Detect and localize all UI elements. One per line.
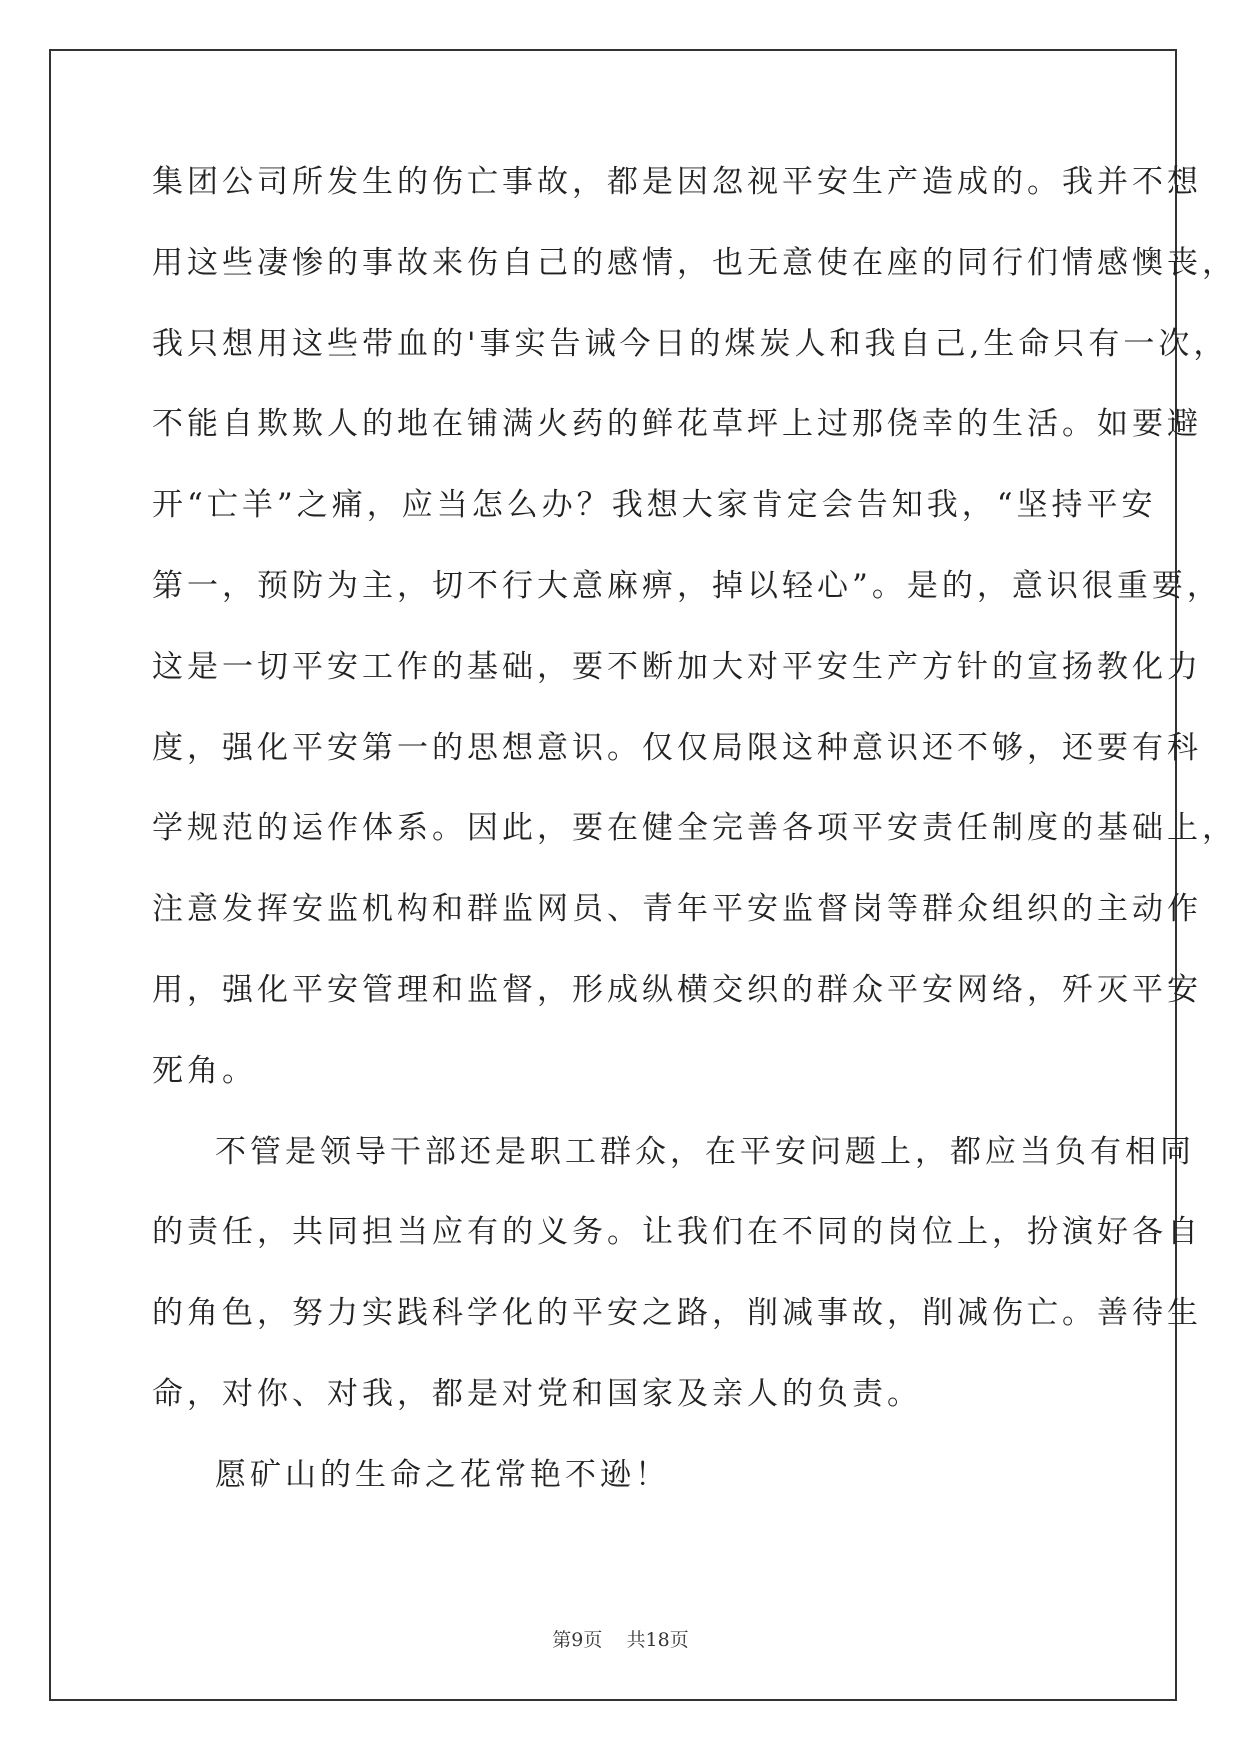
text-line: 学规范的运作体系。因此，要在健全完善各项平安责任制度的基础上，	[152, 810, 1237, 847]
text-line: 死角。	[152, 1052, 257, 1089]
total-suffix: 页	[669, 1629, 689, 1651]
text-line: 命，对你、对我，都是对党和国家及亲人的负责。	[152, 1375, 922, 1412]
text-line: 集团公司所发生的伤亡事故，都是因忽视平安生产造成的。我并不想	[152, 164, 1202, 200]
paragraph-first-line: 愿矿山的生命之花常艳不逊！	[215, 1456, 670, 1493]
total-pages: 18	[645, 1629, 670, 1651]
page-suffix: 页	[583, 1629, 603, 1651]
paragraph-first-line: 不管是领导干部还是职工群众，在平安问题上，都应当负有相同	[215, 1133, 1195, 1170]
text-line: 第一，预防为主，切不行大意麻痹，掉以轻心”。是的，意识很重要，	[152, 567, 1222, 604]
total-prefix: 共	[626, 1629, 646, 1651]
text-line: 用这些凄惨的事故来伤自己的感情，也无意使在座的同行们情感懊丧，	[152, 244, 1237, 281]
text-line: 用，强化平安管理和监督，形成纵横交织的群众平安网络，歼灭平安	[152, 971, 1202, 1008]
page-number: 9	[571, 1629, 584, 1651]
text-line: 不能自欺欺人的地在铺满火药的鲜花草坪上过那侥幸的生活。如要避	[152, 406, 1202, 443]
page-footer	[0, 1628, 1241, 1652]
text-line: 注意发挥安监机构和群监网员、青年平安监督岗等群众组织的主动作	[152, 891, 1202, 928]
text-line: 的责任，共同担当应有的义务。让我们在不同的岗位上，扮演好各自	[152, 1214, 1202, 1251]
text-line: 我只想用这些带血的'事实告诫今日的煤炭人和我自己,生命只有一次，	[152, 325, 1229, 362]
text-line: 的角色，努力实践科学化的平安之路，削减事故，削减伤亡。善待生	[152, 1295, 1202, 1332]
page-prefix: 第	[552, 1629, 572, 1651]
document-body	[152, 162, 1237, 1536]
text-line: 开“亡羊”之痛，应当怎么办？我想大家肯定会告知我，“坚持平安	[152, 487, 1157, 524]
text-line: 度，强化平安第一的思想意识。仅仅局限这种意识还不够，还要有科	[152, 729, 1202, 766]
text-line: 这是一切平安工作的基础，要不断加大对平安生产方针的宣扬教化力	[152, 648, 1202, 685]
